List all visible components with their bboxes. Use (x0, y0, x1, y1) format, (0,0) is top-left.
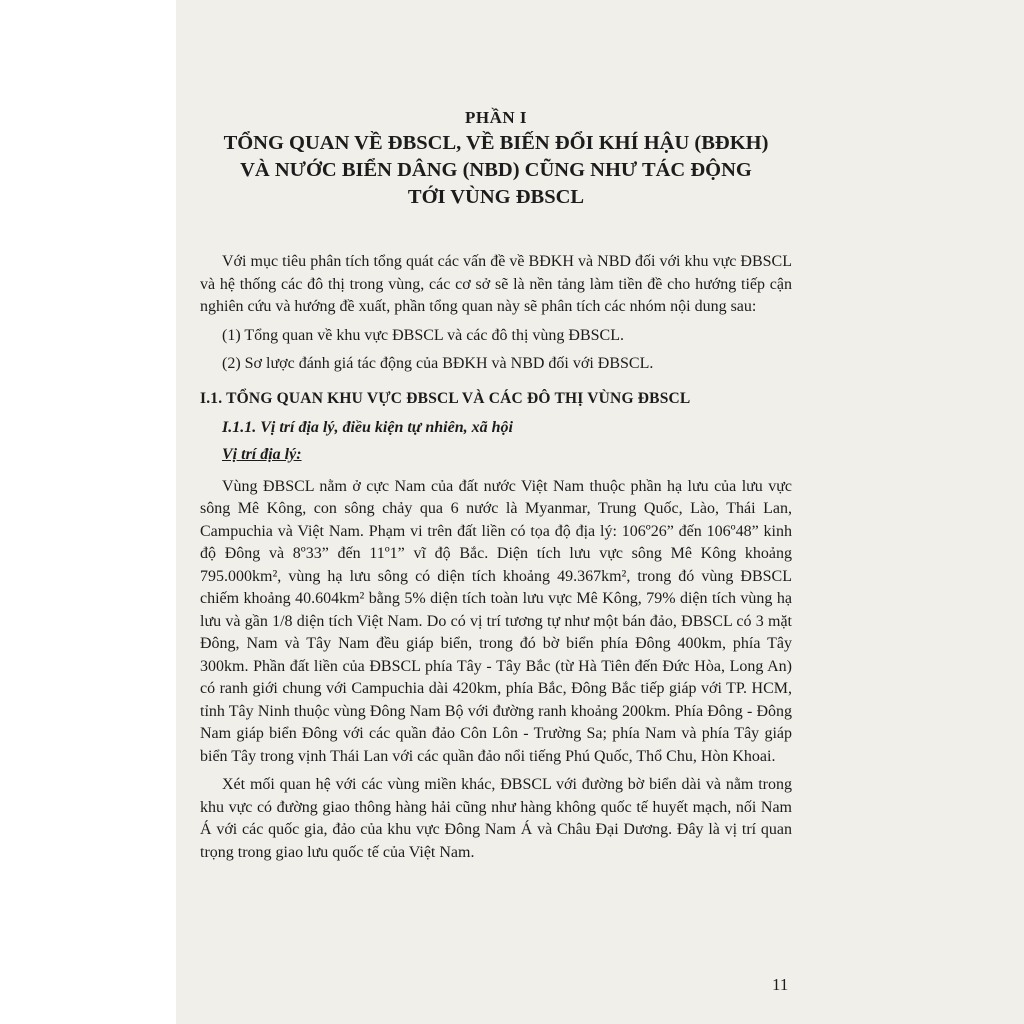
intro-paragraph: Với mục tiêu phân tích tổng quát các vấn đề về BĐKH và NBD đối với khu vực ĐBSCL và hệ thống các đô thị trong vùng, các cơ sở sẽ là nền tảng làm tiền đề cho hướng tiếp cận nghiên cứu và hướng đề xuất, phần tổng quan này sẽ phân tích các nhóm nội dung sau: (200, 253, 792, 315)
page-number: 11 (772, 975, 789, 994)
location-label: Vị trí địa lý: (222, 445, 302, 463)
part-title-line: TỔNG QUAN VỀ ĐBSCL, VỀ BIẾN ĐỔI KHÍ HẬU (BĐKH) (223, 132, 769, 154)
part-title (200, 130, 792, 211)
list-item: (1) Tổng quan về khu vực ĐBSCL và các đô thị vùng ĐBSCL. (222, 326, 624, 344)
body-paragraph: Xét mối quan hệ với các vùng miền khác, ĐBSCL với đường bờ biển dài và nằm trong khu vực có đường giao thông hàng hải cũng như hàng không quốc tế huyết mạch, nối Nam Á với các quốc gia, đảo của khu vực Đông Nam Á và Châu Đại Dương. Đây là vị trí quan trọng trong giao lưu quốc tế của Việt Nam. (200, 776, 792, 861)
list-item: (2) Sơ lược đánh giá tác động của BĐKH và NBD đối với ĐBSCL. (222, 355, 654, 372)
section-heading: I.1. TỔNG QUAN KHU VỰC ĐBSCL VÀ CÁC ĐÔ THỊ VÙNG ĐBSCL (200, 389, 691, 407)
page-content (200, 108, 792, 864)
subsection-heading: I.1.1. Vị trí địa lý, điều kiện tự nhiên, xã hội (222, 418, 513, 436)
part-title-line: TỚI VÙNG ĐBSCL (407, 186, 585, 208)
part-label: PHẦN I (464, 108, 528, 127)
part-title-line: VÀ NƯỚC BIỂN DÂNG (NBD) CŨNG NHƯ TÁC ĐỘNG (240, 159, 752, 181)
body-paragraph: Vùng ĐBSCL nằm ở cực Nam của đất nước Việt Nam thuộc phần hạ lưu của lưu vực sông Mê Kông, con sông chảy qua 6 nước là Myanmar, Trung Quốc, Lào, Thái Lan, Campuchia và Việt Nam. Phạm vi trên đất liền có tọa độ địa lý: 106º26” đến 106º48” kinh độ Đông và 8º33” đến 11º1” vĩ độ Bắc. Diện tích lưu vực sông Mê Kông khoảng 795.000km², vùng hạ lưu sông có diện tích khoảng 49.367km², trong đó vùng ĐBSCL chiếm khoảng 40.604km² bằng 5% diện tích toàn lưu vực Mê Kông, 79% diện tích vùng hạ lưu và gần 1/8 diện tích Việt Nam. Do có vị trí tương tự như một bán đảo, ĐBSCL có 3 mặt Đông, Nam và Tây Nam đều giáp biển, trong đó bờ biển phía Đông 400km, phía Tây 300km. Phần đất liền của ĐBSCL phía Tây - Tây Bắc (từ Hà Tiên đến Đức Hòa, Long An) có ranh giới chung với Campuchia dài 420km, phía Bắc, Đông Bắc tiếp giáp với TP. HCM, tỉnh Tây Ninh thuộc vùng Đông Nam Bộ với đường ranh khoảng 200km. Phía Đông - Đông Nam giáp biển Đông với các quần đảo Côn Lôn - Trường Sa; phía Nam và phía Tây giáp biển Tây trong vịnh Thái Lan với các quần đảo nổi tiếng Phú Quốc, Thổ Chu, Hòn Khoai. (200, 477, 792, 765)
